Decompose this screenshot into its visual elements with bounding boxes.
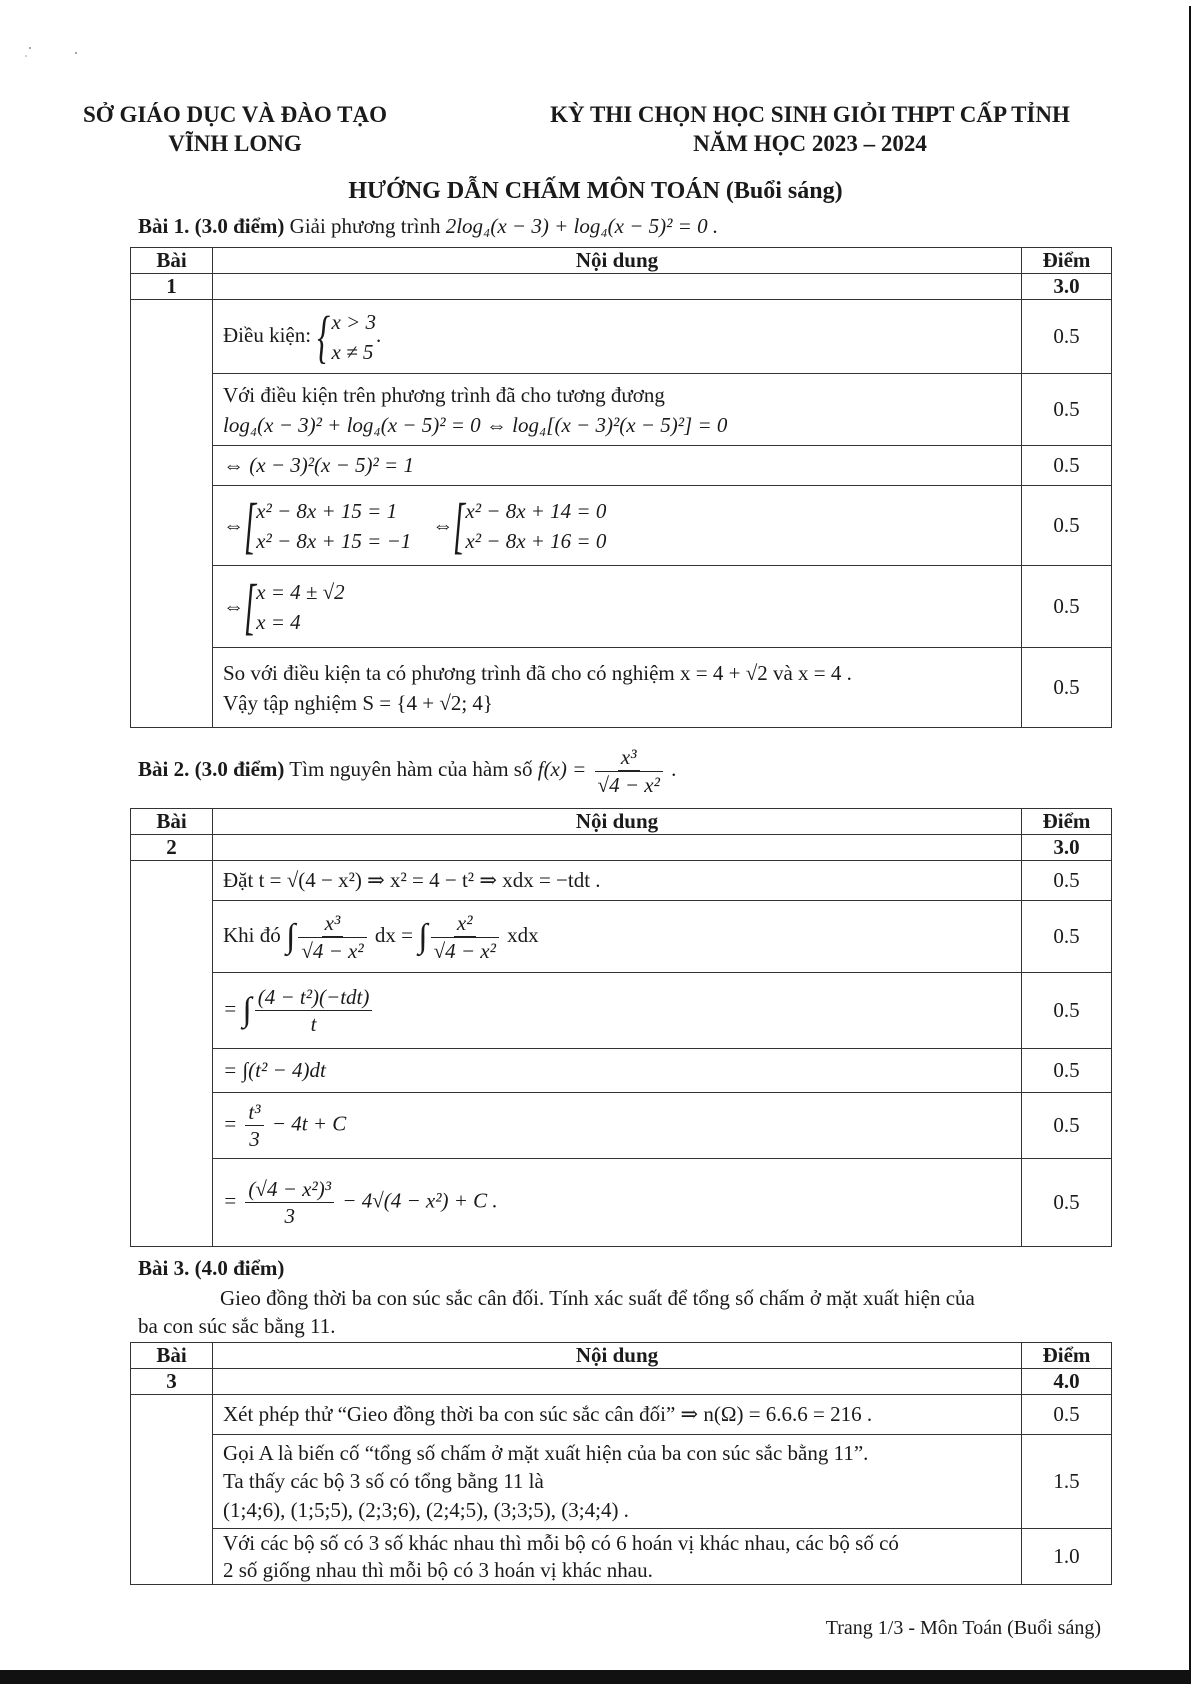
row-points: 0.5 bbox=[1022, 861, 1112, 901]
row-points: 0.5 bbox=[1022, 1093, 1112, 1159]
exam-line-2: NĂM HỌC 2023 – 2024 bbox=[693, 131, 927, 156]
grading-table-1 bbox=[130, 247, 1112, 728]
problem-2-statement: Bài 2. (3.0 điểm) Tìm nguyên hàm của hàm số f(x) = $\frac{\text{x³}}{\text{√4 − x²}}$ . bbox=[138, 745, 677, 797]
condition-system: { x > 3 x ≠ 5 bbox=[317, 303, 377, 369]
org-line-2: VĨNH LONG bbox=[168, 131, 302, 156]
row-points: 0.5 bbox=[1022, 901, 1112, 973]
problem-2-label: Bài 2. (3.0 điểm) bbox=[138, 756, 285, 781]
row-points: 0.5 bbox=[1022, 1159, 1112, 1247]
org-header bbox=[50, 100, 420, 158]
problem-1-label: Bài 1. (3.0 điểm) bbox=[138, 214, 285, 238]
problem-1-statement bbox=[138, 214, 718, 239]
table-row: ⇔ (x − 3)²(x − 5)² = 1 0.5 bbox=[131, 446, 1112, 486]
table-row: Khi đó ∫ $\frac{\text{x³}}{\text{√4 − x²}}$ dx = ∫ $\frac{\text{x²}}{\text{√4 − x²}}$ xdx 0.5 bbox=[131, 901, 1112, 973]
row-points: 0.5 bbox=[1022, 973, 1112, 1049]
problem-total-points: 4.0 bbox=[1022, 1369, 1112, 1395]
page-footer: Trang 1/3 - Môn Toán (Buổi sáng) bbox=[825, 1617, 1101, 1639]
table-row: Xét phép thử “Gieo đồng thời ba con súc sắc cân đối” ⇒ n(Ω) = 6.6.6 = 216 . 0.5 bbox=[131, 1395, 1112, 1435]
table-row: Điều kiện: { x > 3 x ≠ 5 . 0.5 bbox=[131, 300, 1112, 374]
document-title: HƯỚNG DẪN CHẤM MÔN TOÁN (Buổi sáng) bbox=[348, 178, 843, 204]
table-row: So với điều kiện ta có phương trình đã cho có nghiệm x = 4 + √2 và x = 4 . Vậy tập nghiệm S = {4 + √2; 4} 0.5 bbox=[131, 648, 1112, 728]
row-points: 0.5 bbox=[1022, 1395, 1112, 1435]
col-header-diem: Điểm bbox=[1022, 248, 1112, 274]
problem-2-fraction: $\frac{\text{x³}}{\text{√4 − x²}}$ bbox=[595, 744, 663, 798]
grading-table-2: Bài Nội dung Điểm 2 3.0 Đặt t = √(4 − x²) ⇒ x² = 4 − t² ⇒ xdx = −tdt . 0.5 Khi đó ∫ $\frac{\text{x³}}{\text{√4 − x²}}$ dx = ∫ $\frac{\text{x²}}{\text{√4 − x²}}$ xdx 0.5 = ∫ $\frac{\text{(4 − t²)(−tdt)}}{t}$ 0.5 = ∫(t² − 4)dt 0.5 = $\frac{\text{t³}}{3}$ − 4t + C 0.5 = $\frac{\text{(√4 − x²)³}}{3}$ − 4√(4 − x²) + C . 0.5 bbox=[130, 808, 1112, 1247]
table-row: Gọi A là biến cố “tổng số chấm ở mặt xuất hiện của ba con súc sắc bằng 11”. Ta thấy các bộ 3 số có tổng bằng 11 là (1;4;6), (1;5;5), (2;3;6), (2;4;5), (3;3;5), (3;4;4) . 1.5 bbox=[131, 1435, 1112, 1529]
col-header-bai: Bài bbox=[131, 248, 213, 274]
problem-total-points: 3.0 bbox=[1022, 274, 1112, 300]
table-row: = ∫(t² − 4)dt 0.5 bbox=[131, 1049, 1112, 1093]
row-points: 0.5 bbox=[1022, 486, 1112, 566]
exam-line-1: KỲ THI CHỌN HỌC SINH GIỎI THPT CẤP TỈNH bbox=[550, 102, 1070, 127]
problem-3-label: Bài 3. (4.0 điểm) bbox=[138, 1256, 285, 1280]
exam-header bbox=[470, 100, 1150, 158]
table-row: Đặt t = √(4 − x²) ⇒ x² = 4 − t² ⇒ xdx = −tdt . 0.5 bbox=[131, 861, 1112, 901]
grading-table-3: Bài Nội dung Điểm 3 4.0 Xét phép thử “Gieo đồng thời ba con súc sắc cân đối” ⇒ n(Ω) = 6.6.6 = 216 . 0.5 Gọi A là biến cố “tổng số chấm ở mặt xuất hiện của ba con súc sắc bằng 11”. Ta thấy các bộ 3 số có tổng bằng 11 là (1;4;6), (1;5;5), (2;3;6), (2;4;5), (3;3;5), (3;4;4) . 1.5 Với các bộ số có 3 số khác nhau thì mỗi bộ có 6 hoán vị khác nhau, các bộ số có 2 số giống nhau thì mỗi bộ có 3 hoán vị khác nhau. 1.0 bbox=[130, 1342, 1112, 1585]
org-line-1: SỞ GIÁO DỤC VÀ ĐÀO TẠO bbox=[83, 102, 387, 127]
table-row: ⇔ [ x² − 8x + 15 = 1 x² − 8x + 15 = −1 ⇔ [ x² − 8x + 14 = 0 x² − 8x + 16 = 0 0.5 bbox=[131, 486, 1112, 566]
row-points: 0.5 bbox=[1022, 648, 1112, 728]
problem-1-formula: 2log₄(x − 3) + log₄(x − 5)² = 0 . bbox=[445, 214, 719, 238]
table-row: = $\frac{\text{t³}}{3}$ − 4t + C 0.5 bbox=[131, 1093, 1112, 1159]
page-bottom-rule bbox=[0, 1670, 1191, 1684]
table-row: = ∫ $\frac{\text{(4 − t²)(−tdt)}}{t}$ 0.5 bbox=[131, 973, 1112, 1049]
table-row: Với điều kiện trên phương trình đã cho tương đương log₄(x − 3)² + log₄(x − 5)² = 0 ⇔ log₄[(x − 3)²(x − 5)²] = 0 0.5 bbox=[131, 374, 1112, 446]
row-points: 1.0 bbox=[1022, 1529, 1112, 1585]
problem-number: 1 bbox=[131, 274, 213, 300]
row-points: 0.5 bbox=[1022, 300, 1112, 374]
table-row: = $\frac{\text{(√4 − x²)³}}{3}$ − 4√(4 − x²) + C . 0.5 bbox=[131, 1159, 1112, 1247]
problem-2-prompt: Tìm nguyên hàm của hàm số bbox=[289, 756, 533, 781]
problem-total-points: 3.0 bbox=[1022, 835, 1112, 861]
row-points: 1.5 bbox=[1022, 1435, 1112, 1529]
problem-1-prompt: Giải phương trình bbox=[289, 214, 441, 238]
row-points: 0.5 bbox=[1022, 1049, 1112, 1093]
problem-3-statement: Gieo đồng thời ba con súc sắc cân đối. Tính xác suất để tổng số chấm ở mặt xuất hiện của ba con súc sắc bằng 11. bbox=[138, 1286, 975, 1338]
col-header-noi-dung: Nội dung bbox=[213, 248, 1022, 274]
scan-specks bbox=[18, 38, 78, 58]
row-points: 0.5 bbox=[1022, 446, 1112, 486]
problem-number: 3 bbox=[131, 1369, 213, 1395]
table-row: Với các bộ số có 3 số khác nhau thì mỗi bộ có 6 hoán vị khác nhau, các bộ số có 2 số giống nhau thì mỗi bộ có 3 hoán vị khác nhau. 1.0 bbox=[131, 1529, 1112, 1585]
problem-number: 2 bbox=[131, 835, 213, 861]
row-points: 0.5 bbox=[1022, 566, 1112, 648]
row-points: 0.5 bbox=[1022, 374, 1112, 446]
table-row: ⇔ [ x = 4 ± √2 x = 4 0.5 bbox=[131, 566, 1112, 648]
